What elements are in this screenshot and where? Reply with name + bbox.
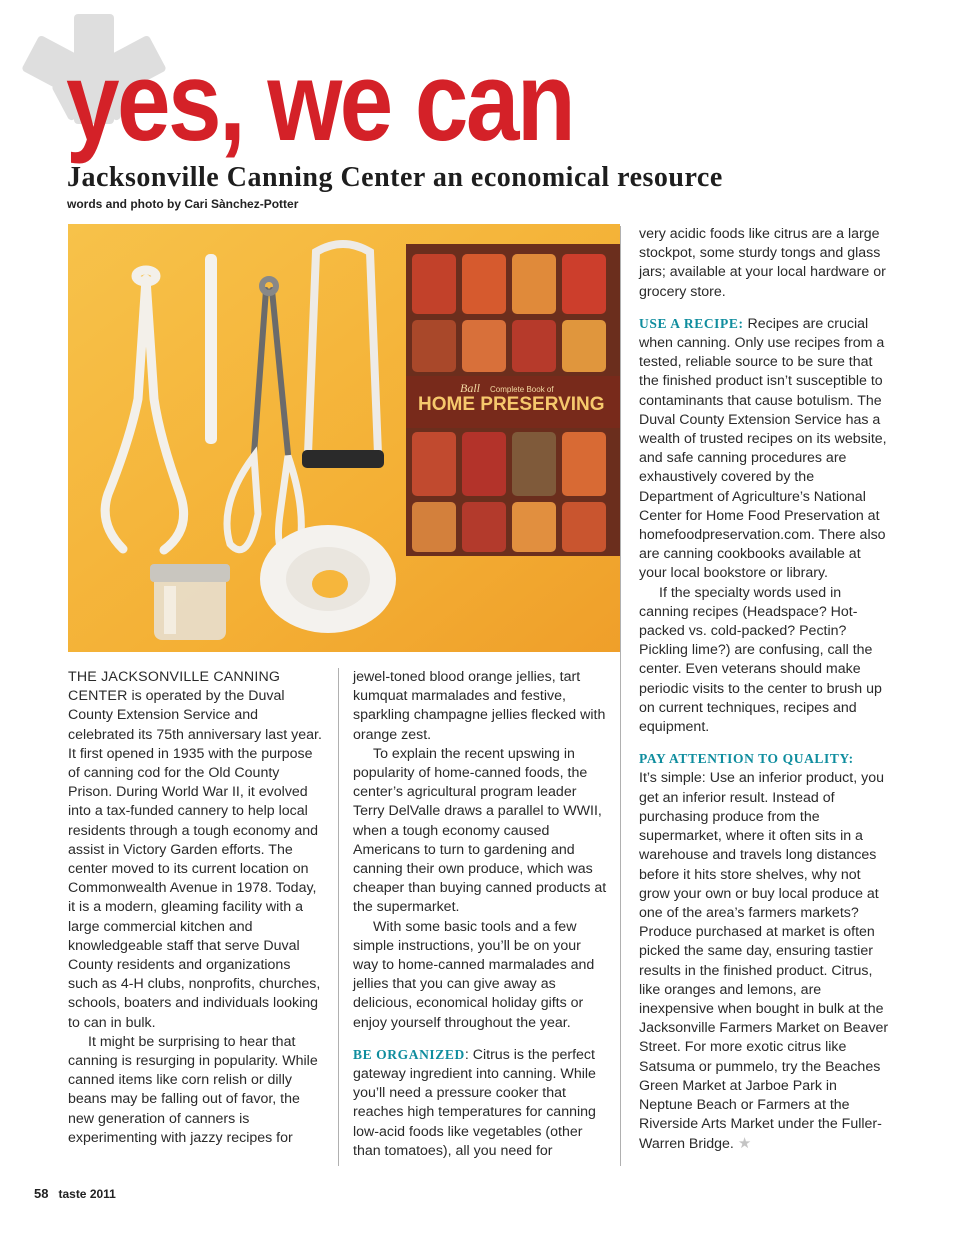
section-heading-be-organized: BE ORGANIZED [353, 1046, 465, 1062]
lid-wand-tool [205, 254, 217, 444]
byline: words and photo by Cari Sànchez-Potter [67, 197, 299, 211]
article-paragraph: With some basic tools and a few simple instructions, you’ll be on your way to home-canned marmalades and jellies that you can give away as delicious, economical holiday gifts or enjoy yourself throughout the year. [353, 918, 595, 1031]
article-photo [68, 224, 620, 652]
section-heading-pay-attention: PAY ATTENTION TO QUALITY: [639, 751, 854, 767]
article-paragraph: It might be surprising to hear that canning is resurging in popularity. While canned items like corn relish or dilly beans may be falling out of favor, the new generation of canners is experimenting with jazzy recipes for [68, 1033, 318, 1146]
column-divider [338, 668, 339, 1166]
paragraph-text: : Citrus is the perfect gateway ingredient into canning. While you’ll need a pressure cooker that reaches high temperatures for canning low-acid foods like vegetables (other than tomatoes), all you need for [353, 1046, 596, 1159]
article-column-1 [68, 668, 324, 1148]
article-column-3 [639, 225, 891, 1155]
article-paragraph [639, 749, 891, 769]
paragraph-text: is operated by the Duval County Extension Service and celebrated its 75th anniversary last year. It first opened in 1935 with the purpose of canning cod for the Old County Prison. During World War II, it evolved into a tax-funded cannery to help local residents through a tough economy and assist in Victory Garden efforts. The center moved to its current location on Commonwealth Avenue in 1978. Today, it is a modern, gleaming facility with a large commercial kitchen and knowledgeable staff that serve Duval County residents and organizations such as 4-H clubs, nonprofits, churches, schools, boaters and individuals looking to can in bulk. [68, 688, 322, 1031]
preserving-book [406, 244, 620, 556]
publication-name: taste 2011 [58, 1187, 116, 1201]
lead-in-text: THE JACKSONVILLE CANNING CENTER [68, 669, 281, 705]
book-title-text: HOME PRESERVING [418, 394, 605, 415]
paragraph-text: Recipes are crucial when canning. Only use recipes from a tested, reliable source to be sure that the finished product isn’t susceptible to contaminants that cause botulism. The Duval County Extension Service has a wealth of trusted recipes on its website, and safe canning procedures are exhaustively covered by the Department of Agriculture’s National Center for Home Food Preservation at homefoodpreservation.com. There also are canning cookbooks available at your local bookstore or library. [639, 315, 887, 582]
book-brand-text: Ball [460, 381, 480, 395]
end-mark-star-icon: ★ [737, 1135, 752, 1153]
page-title: yes, we can [66, 39, 574, 164]
book-subtitle-text: Complete Book of [490, 385, 554, 394]
paragraph-text: It’s simple: Use an inferior product, you get an inferior result. Instead of purchasing produce from the supermarket, where it often sits in a warehouse and travels long distances before it hits store shelves, why not grow your own or buy local produce at one of the area’s farmers markets? Produce purchased at market is often picked the same day, ensuring tastier results in the finished product. Citrus, like oranges and lemons, are inexpensive when bought in bulk at the Jacksonville Farmers Market on Beaver Street. For more exotic citrus like Satsuma or pummelo, try the Beaches Green Market at Jarboe Park in Neptune Beach or Farmers at the Riverside Arts Market under the Fuller-Warren Bridge. [639, 770, 889, 1153]
article-paragraph: If the specialty words used in canning recipes (Headspace? Hot-packed vs. cold-packed? Pectin? Pickling lime?) are confusing, call the center. Even veterans should make periodic visits to the center to brush up on current techniques, recipes and equipment. [639, 584, 882, 736]
page-subtitle: Jacksonville Canning Center an economical resource [67, 162, 723, 193]
article-paragraph [68, 668, 324, 1033]
article-paragraph [639, 769, 891, 1154]
article-paragraph [353, 1045, 607, 1161]
article-paragraph [639, 314, 891, 584]
article-paragraph: very acidic foods like citrus are a large stockpot, some sturdy tongs and glass jars; available at your local hardware or grocery store. [639, 226, 886, 300]
page-footer [34, 1186, 116, 1201]
small-jar [150, 564, 230, 640]
page-number: 58 [34, 1186, 49, 1201]
article-column-2 [353, 668, 607, 1161]
section-heading-use-a-recipe: USE A RECIPE: [639, 315, 744, 331]
column-divider [620, 226, 621, 1166]
article-paragraph: To explain the recent upswing in popularity of home-canned foods, the center’s agricultural program leader Terry DelValle draws a parallel to WWII, when a tough economy caused Americans to turn to gardening and canning their own produce, which was cheaper than buying canned products at the supermarket. [353, 745, 607, 916]
funnel-tool [260, 525, 396, 633]
article-paragraph: jewel-toned blood orange jellies, tart kumquat marmalades and festive, sparkling champagne jellies flecked with orange zest. [353, 669, 606, 743]
